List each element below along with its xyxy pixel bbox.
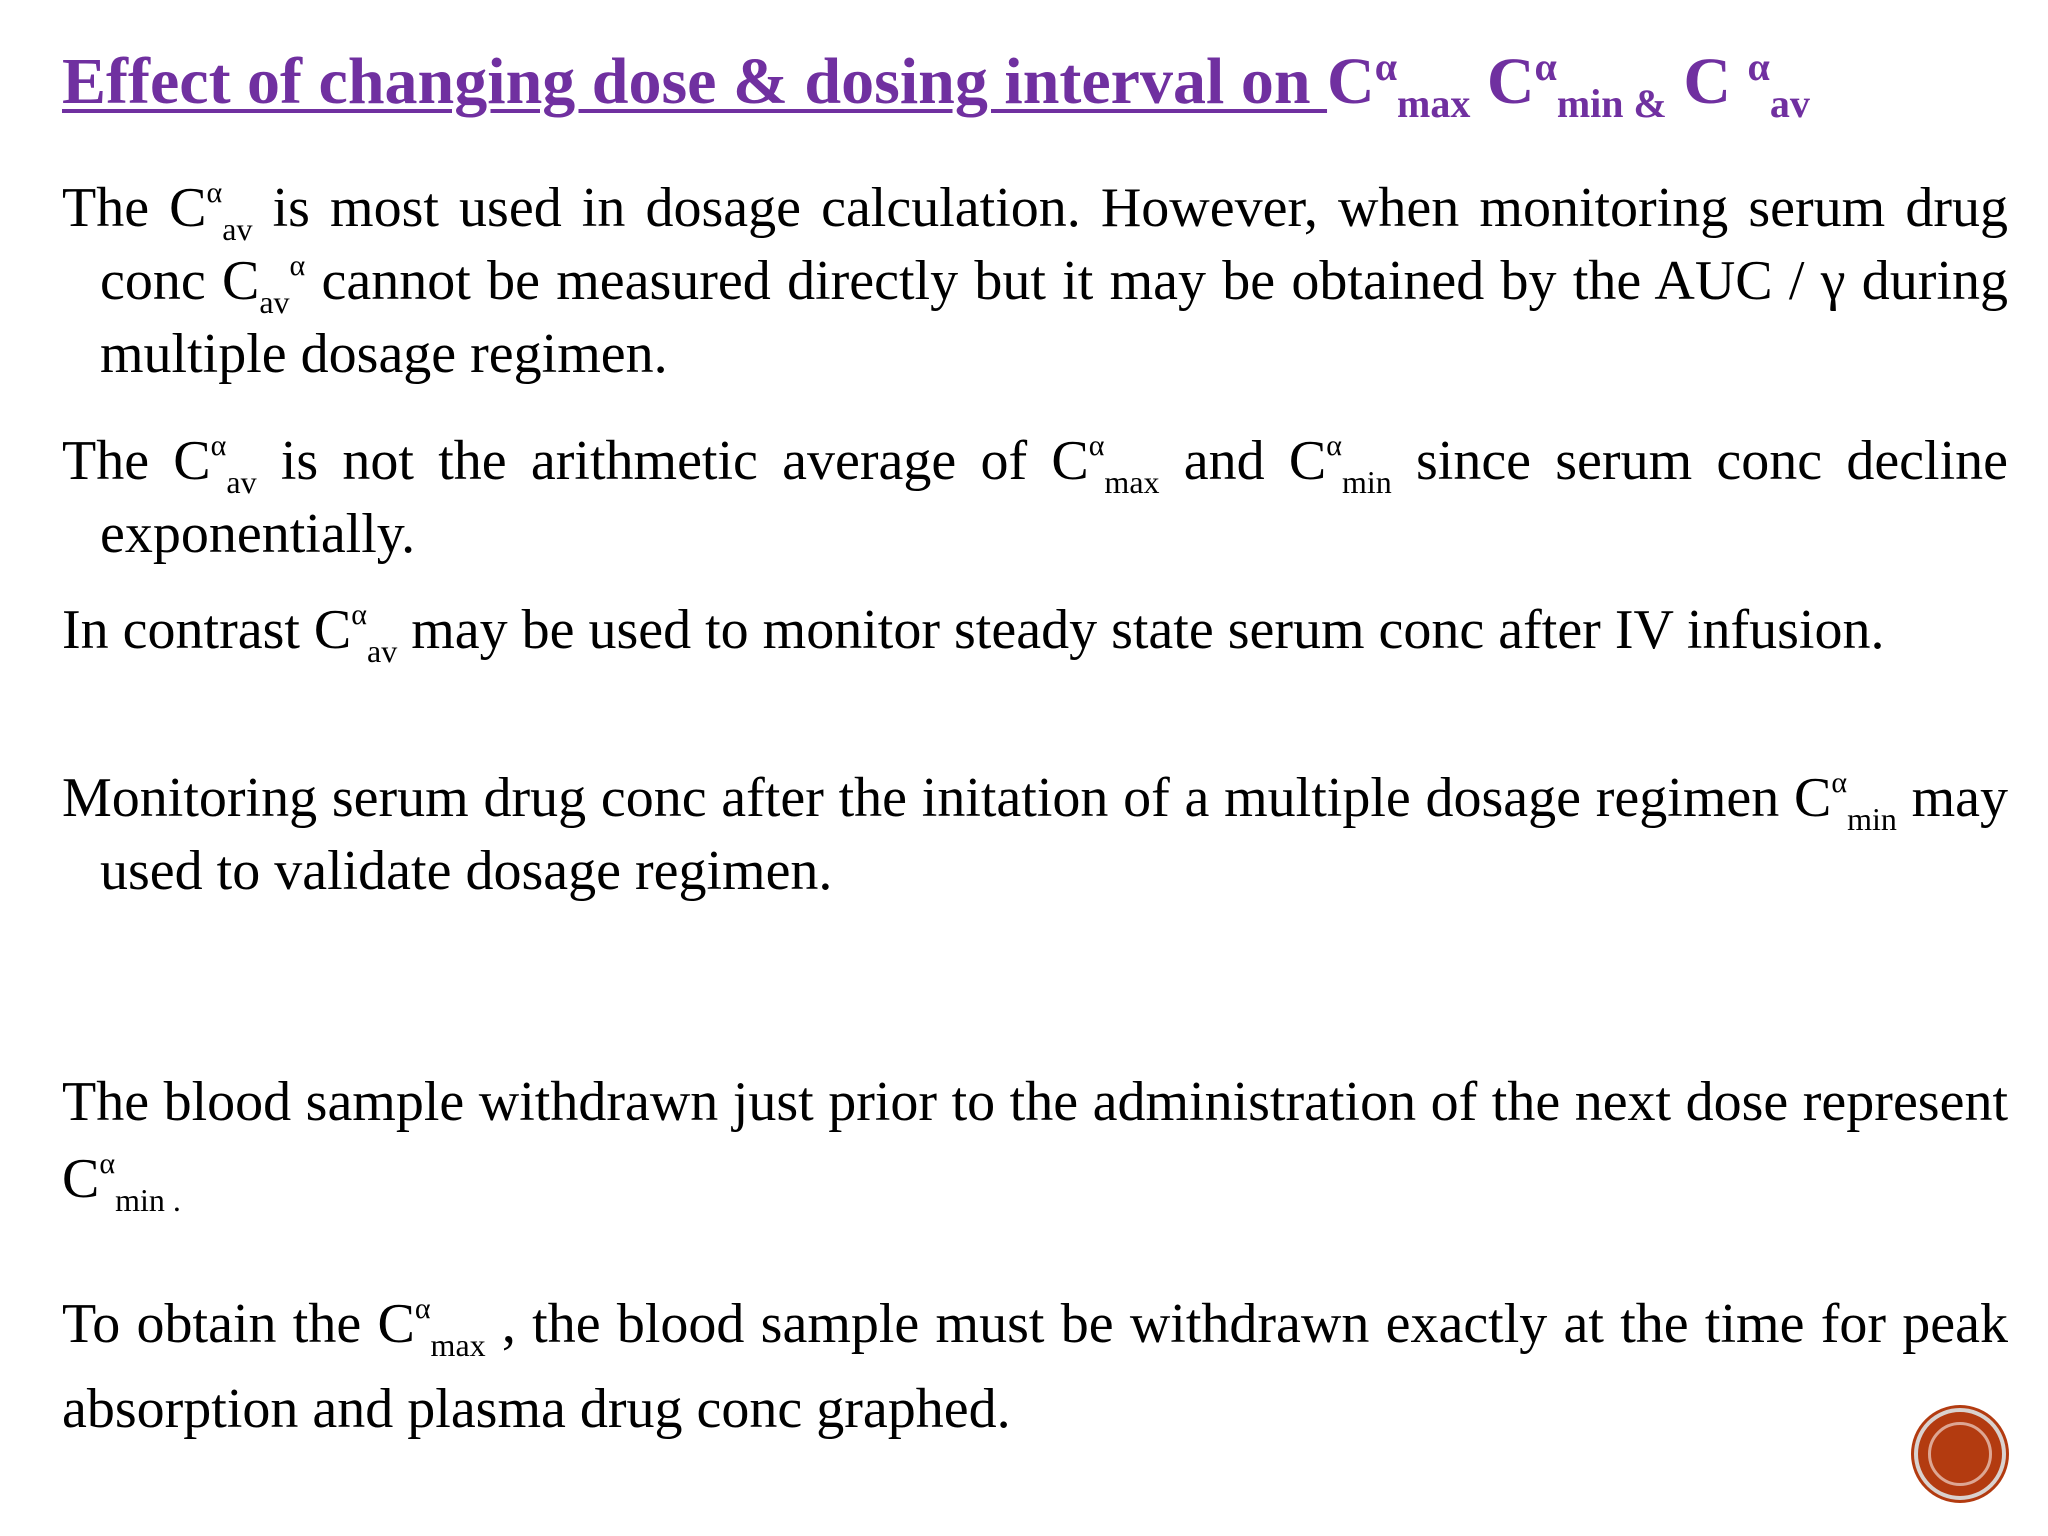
paragraph-cmax-sample: To obtain the $C^\alpha_{max}$ , the blood sample must be withdrawn exactly at the time for peak absorption and plasma drug conc graphed. <box>62 1292 2008 1440</box>
slide-badge-circle-icon <box>1914 1408 2006 1500</box>
slide-title: Effect of changing dose & dosing interval on $C^\alpha_{max}$ $C^\alpha_{min \&}$ C $^\alpha_{av}$ <box>62 44 1810 127</box>
paragraph-cav-not-average: The $C^\alpha_{av}$ is not the arithmetic average of $C^\alpha_{max}$ and $C^\alpha_{min}$ since serum conc decline exponentially. <box>62 429 2009 565</box>
slide-title-underlined: Effect of changing dose & dosing interval on <box>62 45 1328 118</box>
paragraph-iv-infusion: In contrast $C^\alpha_{av}$ may be used to monitor steady state serum conc after IV infusion. <box>62 598 1885 669</box>
paragraph-cav-usage: The $C^\alpha_{av}$ is most used in dosage calculation. However, when monitoring serum drug conc $C_{av}^\alpha$ cannot be measured directly but it may be obtained by the AUC / γ during multiple dosage regimen. <box>62 176 2008 385</box>
paragraph-validate-regimen: Monitoring serum drug conc after the initation of a multiple dosage regimen $C^\alpha_{min}$ may used to validate dosage regimen. <box>62 766 2008 902</box>
paragraph-cmin-sample: The blood sample withdrawn just prior to the administration of the next dose represent $C^\alpha_{min .}$ <box>62 1071 2008 1218</box>
badge-inner-ring <box>1928 1422 1992 1486</box>
